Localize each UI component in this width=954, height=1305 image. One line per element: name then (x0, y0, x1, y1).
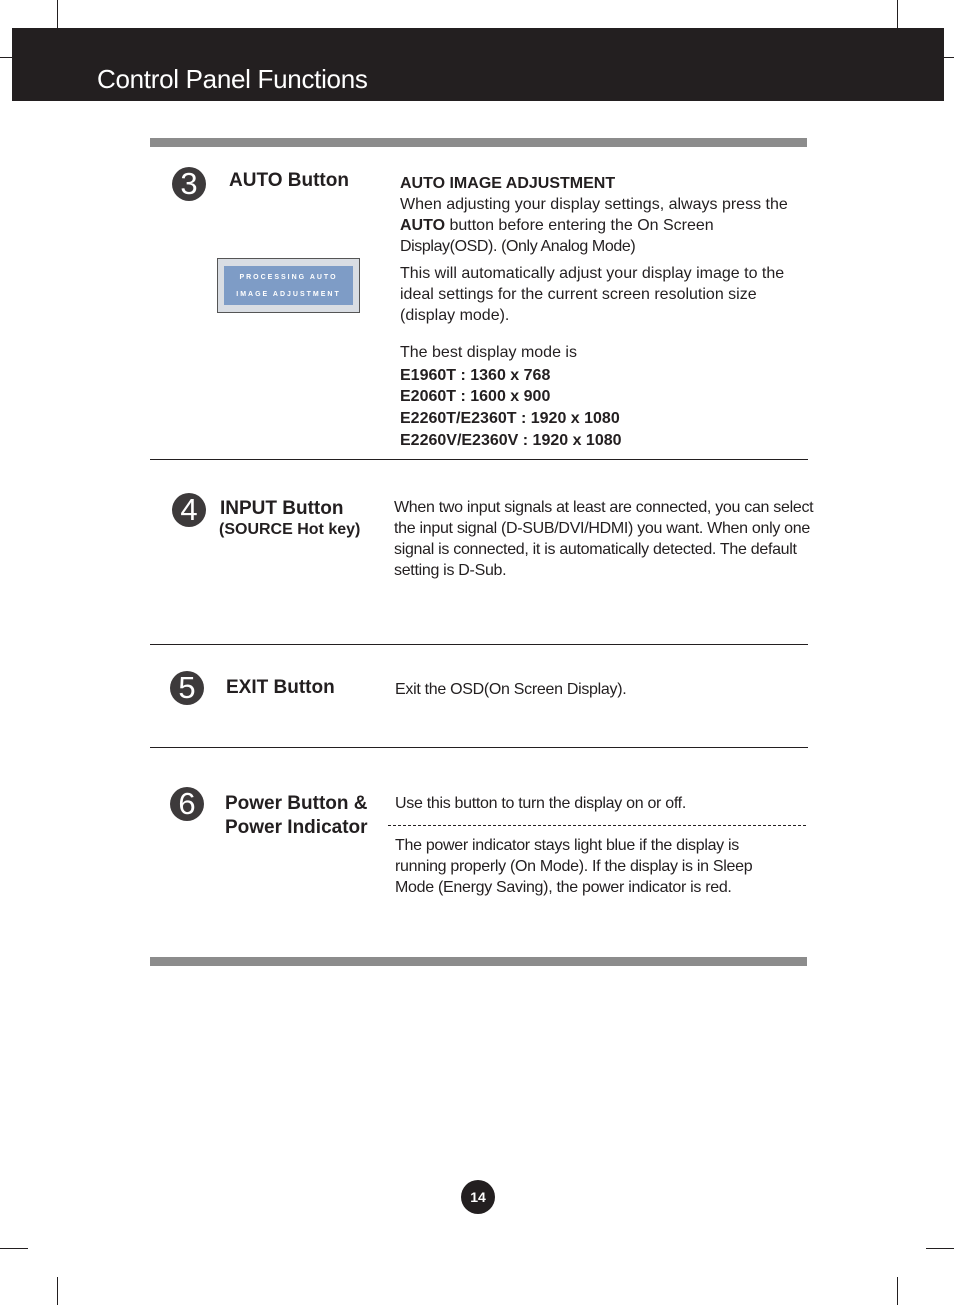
crop-mark (57, 1277, 58, 1305)
auto-button-title: AUTO Button (229, 170, 349, 191)
input-button-title: INPUT Button (220, 498, 344, 519)
input-button-subtitle: (SOURCE Hot key) (219, 521, 361, 538)
auto-paragraph-1 (400, 194, 800, 257)
power-button-title-line-2: Power Indicator (225, 817, 368, 838)
crop-mark (0, 57, 12, 58)
section-divider (150, 747, 808, 748)
display-mode-4: E2260V/E2360V : 1920 x 1080 (400, 432, 622, 449)
auto-paragraph-1-text-d: Display(OSD). (Only Analog Mode) (400, 238, 636, 255)
display-mode-3: E2260T/E2360T : 1920 x 1080 (400, 410, 620, 427)
section-divider (150, 459, 808, 460)
page-header (12, 28, 944, 101)
crop-mark (926, 1248, 954, 1249)
auto-paragraph-2: This will automatically adjust your display image to the ideal settings for the current screen resolution size (display mode). (400, 265, 785, 324)
top-divider (150, 138, 807, 147)
section-number-6-icon: 6 (170, 787, 204, 821)
exit-button-title: EXIT Button (226, 677, 335, 698)
osd-line-1: PROCESSING AUTO (239, 274, 338, 281)
crop-mark (944, 57, 954, 58)
osd-line-2: IMAGE ADJUSTMENT (236, 291, 341, 298)
power-button-title-line-1: Power Button & (225, 793, 368, 814)
osd-message-illustration (217, 258, 360, 313)
page-title: Control Panel Functions (97, 64, 368, 94)
auto-keyword: AUTO (400, 217, 446, 234)
crop-mark (0, 1248, 28, 1249)
auto-paragraph-3: The best display mode is (400, 344, 577, 361)
section-number-5-icon: 5 (170, 671, 204, 705)
section-divider (150, 644, 808, 645)
page-number: 14 (461, 1180, 495, 1214)
section-number-3-icon: 3 (172, 167, 206, 201)
display-mode-2: E2060T : 1600 x 900 (400, 388, 551, 405)
auto-heading: AUTO IMAGE ADJUSTMENT (400, 175, 616, 192)
auto-paragraph-1-text-c: button before entering the On Screen (445, 217, 714, 234)
input-description: When two input signals at least are connected, you can select the input signal (D-SUB/DVI/HDMI) you want. When only one signal is connected, it is automatically detected. The default setting is D-Sub. (394, 499, 814, 579)
exit-description: Exit the OSD(On Screen Display). (395, 681, 627, 698)
power-description-2: The power indicator stays light blue if the display is running properly (On Mode). If the display is in Sleep Mode (Energy Saving), the power indicator is red. (395, 837, 753, 896)
auto-paragraph-1-text-a: When adjusting your display settings, always press the (400, 196, 788, 213)
power-description-1: Use this button to turn the display on or off. (395, 795, 686, 812)
osd-message-box (224, 266, 353, 305)
bottom-divider (150, 957, 807, 966)
crop-mark (897, 0, 898, 28)
dashed-divider (388, 825, 806, 826)
crop-mark (57, 0, 58, 28)
display-mode-1: E1960T : 1360 x 768 (400, 367, 551, 384)
section-number-4-icon: 4 (172, 493, 206, 527)
crop-mark (897, 1277, 898, 1305)
